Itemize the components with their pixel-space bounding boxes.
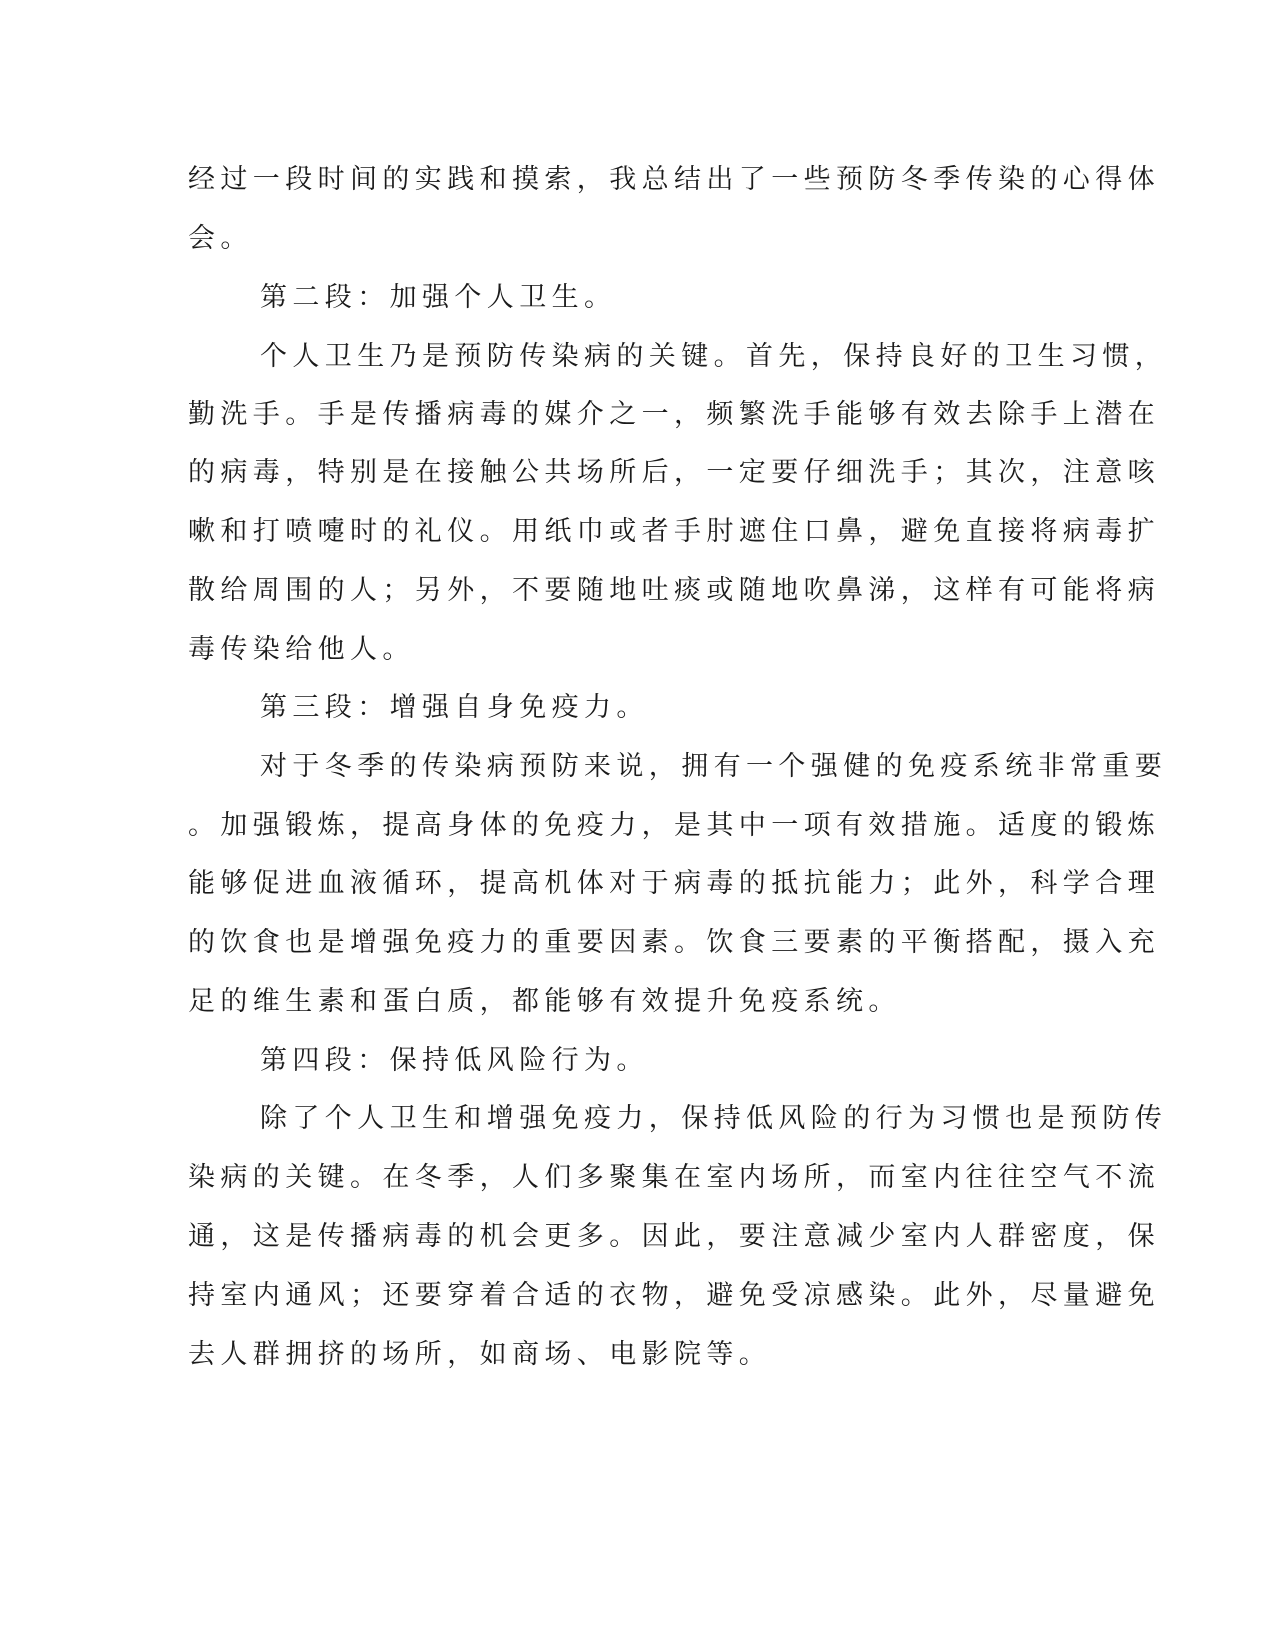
text-line: 染病的关键。在冬季，人们多聚集在室内场所，而室内往往空气不流 [188,1162,1160,1193]
text-line: 会。 [188,223,253,254]
text-line: 毒传染给他人。 [188,634,415,665]
section-heading: 第四段：保持低风险行为。 [260,1045,649,1076]
text-line: 。加强锻炼，提高身体的免疫力，是其中一项有效措施。适度的锻炼 [188,810,1160,841]
text-line: 经过一段时间的实践和摸索，我总结出了一些预防冬季传染的心得体 [188,164,1160,195]
text-line: 勤洗手。手是传播病毒的媒介之一，频繁洗手能够有效去除手上潜在 [188,399,1160,430]
text-line: 的饮食也是增强免疫力的重要因素。饮食三要素的平衡搭配，摄入充 [188,927,1160,958]
text-line: 除了个人卫生和增强免疫力，保持低风险的行为习惯也是预防传 [260,1103,1168,1134]
section-heading: 第三段：增强自身免疫力。 [260,692,649,723]
text-line: 去人群拥挤的场所，如商场、电影院等。 [188,1339,772,1370]
text-line: 对于冬季的传染病预防来说，拥有一个强健的免疫系统非常重要 [260,751,1168,782]
text-line: 足的维生素和蛋白质，都能够有效提升免疫系统。 [188,986,901,1017]
text-line: 通，这是传播病毒的机会更多。因此，要注意减少室内人群密度，保 [188,1221,1160,1252]
text-line: 持室内通风；还要穿着合适的衣物，避免受凉感染。此外，尽量避免 [188,1280,1160,1311]
text-line: 嗽和打喷嚏时的礼仪。用纸巾或者手肘遮住口鼻，避免直接将病毒扩 [188,516,1160,547]
section-heading: 第二段：加强个人卫生。 [260,282,617,313]
text-line: 能够促进血液循环，提高机体对于病毒的抵抗能力；此外，科学合理 [188,868,1160,899]
text-line: 的病毒，特别是在接触公共场所后，一定要仔细洗手；其次，注意咳 [188,457,1160,488]
text-line: 个人卫生乃是预防传染病的关键。首先，保持良好的卫生习惯， [260,341,1168,372]
text-line: 散给周围的人；另外，不要随地吐痰或随地吹鼻涕，这样有可能将病 [188,575,1160,606]
